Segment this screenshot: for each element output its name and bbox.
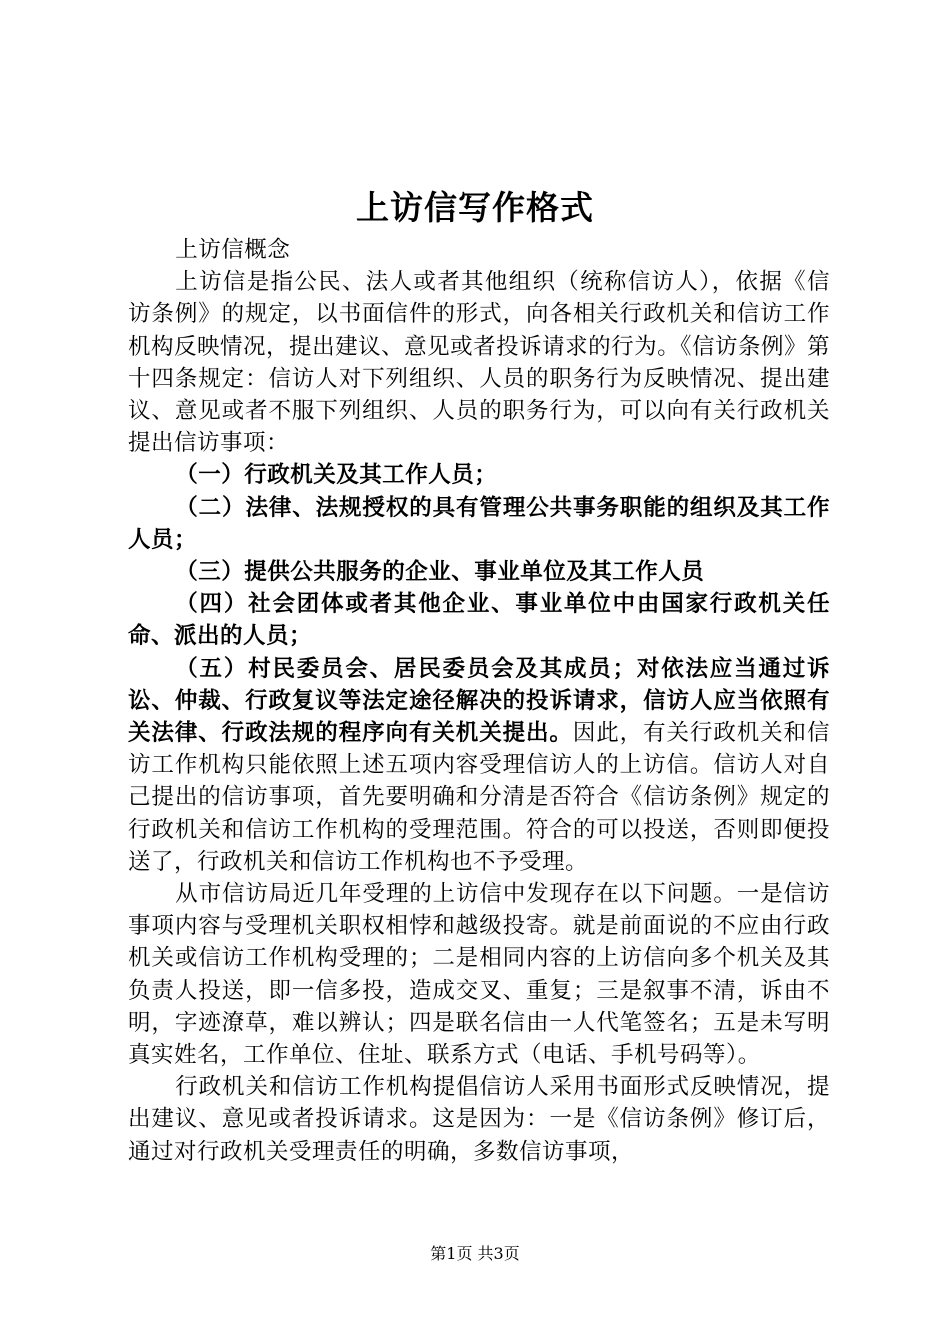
list-item-4: （四）社会团体或者其他企业、事业单位中由国家行政机关任命、派出的人员； xyxy=(128,591,830,650)
list-item-5-bold: （五）村民委员会、居民委员会及其成员；对依法应当通过诉讼、仲裁、行政复议等法定途径解决的投诉请求，信访人应当依照有关法律、行政法规的程序向有关机关提出。 xyxy=(128,655,830,747)
document-title: 上访信写作格式 xyxy=(356,188,594,227)
paragraph-problems: 从市信访局近几年受理的上访信中发现存在以下问题。一是信访事项内容与受理机关职权相悖和越级投寄。就是前面说的不应由行政机关或信访工作机构受理的；二是相同内容的上访信向多个机关及其负责人投送，即一信多投，造成交叉、重复；三是叙事不清，诉由不明，字迹潦草，难以辨认；四是联名信由一人代笔签名；五是未写明真实姓名，工作单位、住址、联系方式（电话、手机号码等）。 xyxy=(128,881,830,1069)
page-footer: 第1页 共3页 xyxy=(430,1244,520,1263)
list-item-1: （一）行政机关及其工作人员； xyxy=(175,462,498,489)
paragraph-definition: 上访信是指公民、法人或者其他组织（统称信访人），依据《信访条例》的规定，以书面信件的形式，向各相关行政机关和信访工作机构反映情况，提出建议、意见或者投诉请求的行为。《信访条例》第十四条规定：信访人对下列组织、人员的职务行为反映情况、提出建议、意见或者不服下列组织、人员的职务行为，可以向有关行政机关提出信访事项： xyxy=(128,269,830,457)
list-item-3: （三）提供公共服务的企业、事业单位及其工作人员 xyxy=(175,559,705,586)
paragraph-advocacy: 行政机关和信访工作机构提倡信访人采用书面形式反映情况，提出建议、意见或者投诉请求。这是因为：一是《信访条例》修订后，通过对行政机关受理责任的明确，多数信访事项， xyxy=(128,1074,830,1165)
list-item-5 xyxy=(128,653,830,878)
list-item-2: （二）法律、法规授权的具有管理公共事务职能的组织及其工作人员； xyxy=(128,494,830,553)
document-body xyxy=(128,234,830,1168)
section-heading: 上访信概念 xyxy=(175,237,291,263)
list-item-5-rest: 因此，有关行政机关和信访工作机构只能依照上述五项内容受理信访人的上访信。信访人对自己提出的信访事项，首先要明确和分清是否符合《信访条例》规定的行政机关和信访工作机构的受理范围。符合的可以投送，否则即便投送了，行政机关和信访工作机构也不予受理。 xyxy=(128,720,830,875)
